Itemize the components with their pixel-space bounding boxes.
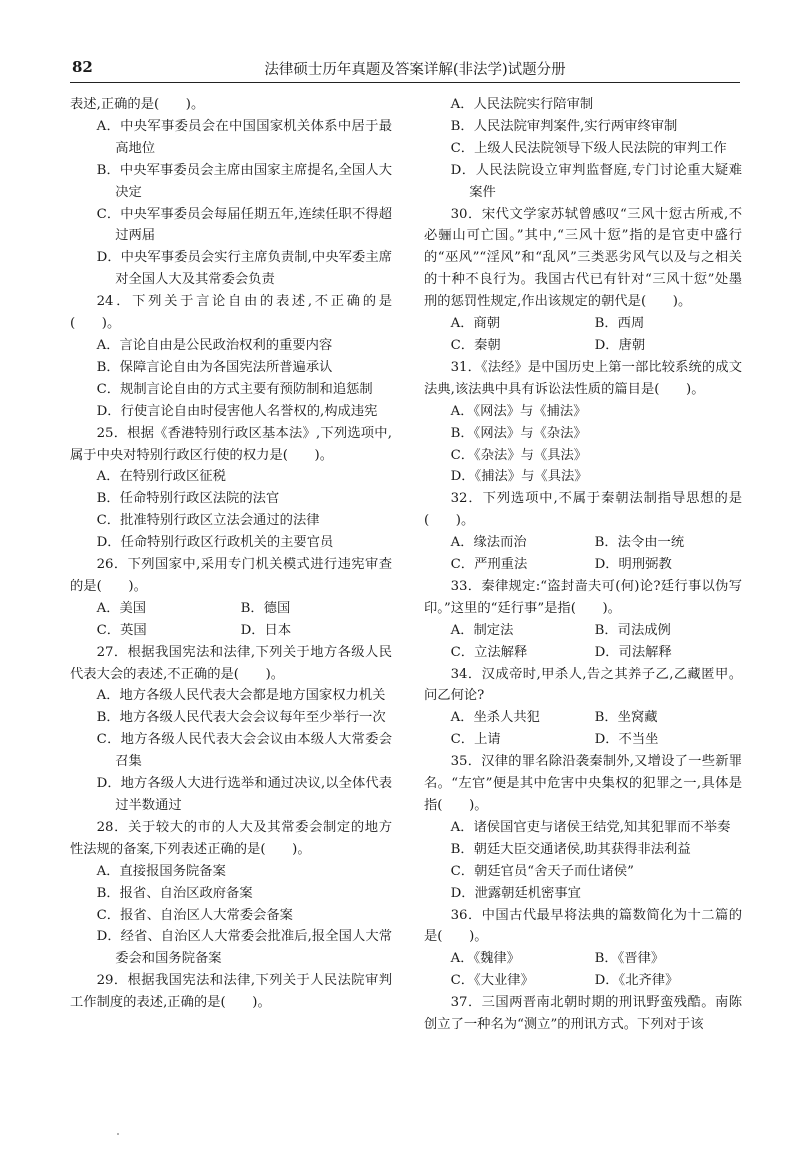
q32-options-row-2 [424,554,742,576]
q26-option-a: A．美国 [96,600,147,616]
q32-option-a: A．缘法而治 [450,535,527,551]
running-title: 法律硕士历年真题及答案详解(非法学)试题分册 [264,62,566,78]
q33-option-d: D．司法解释 [594,644,672,660]
q25-option-a: A．在特别行政区征税 [96,469,226,485]
q29-option-b: B．人民法院审判案件,实行两审终审制 [450,118,678,134]
q28-option-c: C．报省、自治区人大常委会备案 [96,907,293,923]
question-25: 25．根据《香港特别行政区基本法》,下列选项中,属于中央对特别行政区行使的权力是( )。 [70,425,392,463]
q33-options-row-1 [424,620,742,642]
question-26: 26．下列国家中,采用专门机关模式进行违宪审查的是( )。 [70,557,392,594]
question-28: 28．关于较大的市的人大及其常委会制定的地方性法规的备案,下列表述正确的是( )。 [70,819,392,857]
question-37: 37．三国两晋南北朝时期的刑讯野蛮残酷。南陈创立了一种名为“测立”的刑讯方式。下列对于该 [424,995,742,1033]
q28-option-d: D．经省、自治区人大常委会批准后,报全国人大常委会和国务院备案 [96,929,392,967]
q23-option-b: B．中央军事委员会主席由国家主席提名,全国人大决定 [96,162,392,200]
q27-option-d: D．地方各级人大进行选举和通过决议,以全体代表过半数通过 [96,776,392,813]
question-32: 32．下列选项中,不属于秦朝法制指导思想的是( )。 [424,491,742,529]
q33-options-row-2 [424,642,742,664]
q26-option-b: B．德国 [240,600,291,616]
q30-options-row-2 [424,335,742,357]
q33-option-c: C．立法解释 [450,644,528,660]
q26-options-row-1 [70,598,392,620]
q36-options-row-2 [424,970,742,992]
q29-option-a: A．人民法院实行陪审制 [450,97,594,112]
q26-option-c: C．英国 [96,622,147,638]
q32-option-d: D．明刑弼教 [594,557,672,573]
q34-options-row-1 [424,707,742,729]
question-30: 30．宋代文学家苏轼曾感叹“三风十愆古所戒,不必骊山可亡国。”其中,“三风十愆”指的是官吏中盛行的“巫风”“淫风”和“乱风”三类恶劣风气以及与之相关的十种不良行为。我国古代已有针对“三风十愆”处墨刑的惩罚性规定,作出该规定的朝代是( )。 [424,206,742,310]
q30-option-d: D．唐朝 [594,337,646,353]
q35-option-c: C．朝廷官员“舍天子而仕诸侯” [450,863,634,879]
q23-option-d: D．中央军事委员会实行主席负责制,中央军委主席对全国人大及其常委会负责 [96,250,392,288]
q36-options-row-1 [424,948,742,970]
left-column [70,94,392,1014]
question-33: 33．秦律规定:“盗封啬夫可(何)论?廷行事以伪写印。”这里的“廷行事”是指( )。 [424,578,742,616]
q25-option-d: D．任命特别行政区行政机关的主要官员 [96,535,334,551]
q25-option-c: C．批准特别行政区立法会通过的法律 [96,513,320,529]
question-34: 34．汉成帝时,甲杀人,告之其养子乙,乙藏匿甲。问乙何论? [424,666,742,704]
q31-option-a: A．《网法》与《捕法》 [450,403,587,419]
q36-option-b: B．《晋律》 [594,951,665,967]
q36-option-d: D．《北齐律》 [594,973,679,989]
running-header [70,58,740,82]
q23-option-a: A．中央军事委员会在中国国家机关体系中居于最高地位 [96,118,392,156]
q35-option-d: D．泄露朝廷机密事宜 [450,885,581,901]
question-35: 35．汉律的罪名除沿袭秦制外,又增设了一些新罪名。“左官”便是其中危害中央集权的犯罪之一,具体是指( )。 [424,754,742,813]
q34-option-d: D．不当坐 [594,732,659,748]
q31-option-d: D．《捕法》与《具法》 [450,469,588,485]
q36-option-a: A．《魏律》 [450,951,521,967]
q32-option-b: B．法令由一统 [594,535,685,551]
q36-option-c: C．《大业律》 [450,973,534,989]
header-rule [70,82,740,83]
scan-speck [117,1133,119,1135]
q30-option-b: B．西周 [594,316,645,332]
q25-option-b: B．任命特别行政区法院的法官 [96,491,280,507]
q27-option-a: A．地方各级人民代表大会都是地方国家权力机关 [96,688,386,704]
q35-option-b: B．朝廷大臣交通诸侯,助其获得非法利益 [450,841,691,857]
q27-option-b: B．地方各级人民代表大会会议每年至少举行一次 [96,710,386,726]
page-number: 82 [72,58,93,76]
q30-option-a: A．商朝 [450,316,501,332]
q29-option-c: C．上级人民法院领导下级人民法院的审判工作 [450,140,727,156]
q30-option-c: C．秦朝 [450,337,501,353]
q26-options-row-2 [70,620,392,642]
right-column [424,94,742,1036]
q32-options-row-1 [424,532,742,554]
question-27: 27．根据我国宪法和法律,下列关于地方各级人民代表大会的表述,不正确的是( )。 [70,644,392,682]
q31-option-b: B．《网法》与《杂法》 [450,425,587,441]
q34-option-a: A．坐杀人共犯 [450,710,540,726]
q34-option-c: C．上请 [450,732,501,748]
q29-option-d: D．人民法院设立审判监督庭,专门讨论重大疑难案件 [450,162,742,200]
question-29: 29．根据我国宪法和法律,下列关于人民法院审判工作制度的表述,正确的是( )。 [70,973,392,1011]
q24-option-c: C．规制言论自由的方式主要有预防制和追惩制 [96,381,373,397]
q27-option-c: C．地方各级人民代表大会会议由本级人大常委会召集 [96,732,392,770]
q24-option-d: D．行使言论自由时侵害他人名誉权的,构成违宪 [96,403,378,419]
question-31: 31．《法经》是中国历史上第一部比较系统的成文法典,该法典中具有诉讼法性质的篇目是( )。 [424,359,742,397]
q30-options-row-1 [424,313,742,335]
question-36: 36．中国古代最早将法典的篇数简化为十二篇的是( )。 [424,907,742,945]
q26-option-d: D．日本 [240,622,292,638]
q34-options-row-2 [424,729,742,751]
q35-option-a: A．诸侯国官吏与诸侯王结党,知其犯罪而不举奏 [450,819,731,835]
q33-option-b: B．司法成例 [594,622,671,638]
q24-option-a: A．言论自由是公民政治权利的重要内容 [96,337,333,353]
q24-option-b: B．保障言论自由为各国宪法所普遍承认 [96,359,333,375]
question-24: 24．下列关于言论自由的表述,不正确的是( )。 [70,294,392,332]
question-23-continuation: 表述,正确的是( )。 [70,97,205,112]
q28-option-b: B．报省、自治区政府备案 [96,885,253,901]
q28-option-a: A．直接报国务院备案 [96,863,226,879]
q34-option-b: B．坐窝藏 [594,710,658,726]
q23-option-c: C．中央军事委员会每届任期五年,连续任职不得超过两届 [96,206,392,244]
q31-option-c: C．《杂法》与《具法》 [450,447,588,463]
q32-option-c: C．严刑重法 [450,557,528,573]
q33-option-a: A．制定法 [450,622,514,638]
